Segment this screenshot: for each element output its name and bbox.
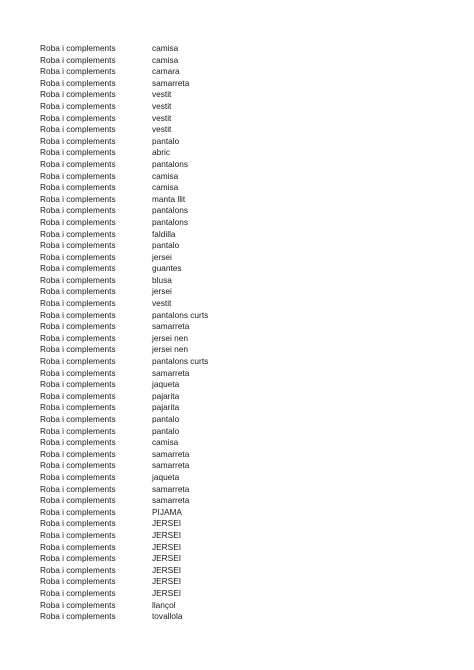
category-cell: Roba i complements: [40, 564, 116, 575]
table-row: [40, 379, 440, 391]
table-row: [40, 588, 440, 600]
category-cell: Roba i complements: [40, 89, 116, 100]
category-cell: Roba i complements: [40, 263, 116, 274]
category-cell: Roba i complements: [40, 367, 116, 378]
item-cell: jersei: [152, 251, 172, 262]
table-row: [40, 495, 440, 507]
item-cell: abric: [152, 147, 170, 158]
item-cell: llançol: [152, 599, 176, 610]
category-cell: Roba i complements: [40, 379, 116, 390]
table-row: [40, 124, 440, 136]
item-cell: guantes: [152, 263, 182, 274]
item-cell: pantalo: [152, 135, 180, 146]
table-row: [40, 147, 440, 159]
item-cell: pajarita: [152, 402, 180, 413]
category-cell: Roba i complements: [40, 286, 116, 297]
table-row: [40, 182, 440, 194]
category-cell: Roba i complements: [40, 274, 116, 285]
item-cell: pantalo: [152, 240, 180, 251]
category-cell: Roba i complements: [40, 240, 116, 251]
table-row: [40, 449, 440, 461]
table-row: [40, 518, 440, 530]
item-cell: pantalons: [152, 158, 188, 169]
item-cell: vestit: [152, 124, 172, 135]
table-row: [40, 43, 440, 55]
item-cell: JERSEI: [152, 564, 182, 575]
category-cell: Roba i complements: [40, 448, 116, 459]
category-cell: Roba i complements: [40, 77, 116, 88]
category-cell: Roba i complements: [40, 216, 116, 227]
table-row: [40, 113, 440, 125]
item-cell: jaqueta: [152, 471, 180, 482]
table-row: [40, 275, 440, 287]
table-row: [40, 553, 440, 565]
item-cell: pantalons curts: [152, 309, 209, 320]
table-row: [40, 356, 440, 368]
table-row: [40, 507, 440, 519]
category-cell: Roba i complements: [40, 483, 116, 494]
category-cell: Roba i complements: [40, 390, 116, 401]
category-cell: Roba i complements: [40, 414, 116, 424]
item-cell: camara: [152, 66, 180, 77]
item-cell: blusa: [152, 274, 172, 285]
item-cell: pantalons curts: [152, 356, 209, 367]
category-cell: Roba i complements: [40, 529, 116, 540]
category-cell: Roba i complements: [40, 228, 116, 239]
category-cell: Roba i complements: [40, 100, 116, 111]
table-row: [40, 78, 440, 90]
category-cell: Roba i complements: [40, 321, 116, 332]
category-cell: Roba i complements: [40, 402, 116, 413]
category-cell: Roba i complements: [40, 309, 116, 320]
item-cell: samarreta: [152, 495, 190, 506]
item-cell: vestit: [152, 112, 172, 123]
table-row: [40, 298, 440, 310]
category-cell: Roba i complements: [40, 205, 116, 216]
item-cell: pantalo: [152, 414, 180, 424]
item-cell: samarreta: [152, 460, 190, 471]
category-cell: Roba i complements: [40, 135, 116, 146]
table-row: [40, 565, 440, 577]
table-row: [40, 426, 440, 438]
table-row: [40, 286, 440, 298]
item-cell: camisa: [152, 43, 179, 53]
table-row: [40, 229, 440, 241]
category-cell: Roba i complements: [40, 437, 116, 448]
category-cell: Roba i complements: [40, 147, 116, 158]
table-row: [40, 136, 440, 148]
item-cell: jersei nen: [152, 344, 188, 355]
item-cell: faldilla: [152, 228, 176, 239]
item-cell: pajarita: [152, 390, 180, 401]
table-row: [40, 344, 440, 356]
item-cell: jaqueta: [152, 379, 180, 390]
category-cell: Roba i complements: [40, 506, 116, 517]
category-cell: Roba i complements: [40, 495, 116, 506]
category-cell: Roba i complements: [40, 460, 116, 471]
item-cell: vestit: [152, 298, 172, 309]
table-row: [40, 368, 440, 380]
category-cell: Roba i complements: [40, 54, 116, 65]
table-row: [40, 159, 440, 171]
item-cell: camisa: [152, 182, 179, 193]
category-cell: Roba i complements: [40, 182, 116, 193]
category-cell: Roba i complements: [40, 66, 116, 77]
category-cell: Roba i complements: [40, 112, 116, 123]
item-cell: vestit: [152, 89, 172, 100]
table-row: [40, 611, 440, 623]
table-row: [40, 205, 440, 217]
category-cell: Roba i complements: [40, 599, 116, 610]
category-cell: Roba i complements: [40, 576, 116, 587]
table-row: [40, 101, 440, 113]
table-row: [40, 391, 440, 403]
table-row: [40, 252, 440, 264]
item-cell: pantalons: [152, 216, 188, 227]
item-cell: samarreta: [152, 77, 190, 88]
item-cell: camisa: [152, 54, 179, 65]
category-cell: Roba i complements: [40, 344, 116, 355]
item-cell: JERSEI: [152, 587, 182, 598]
table-row: [40, 55, 440, 67]
category-cell: Roba i complements: [40, 611, 116, 622]
table-row: [40, 542, 440, 554]
item-cell: pantalons: [152, 205, 188, 216]
table-row: [40, 263, 440, 275]
table-row: [40, 171, 440, 183]
table-row: [40, 472, 440, 484]
item-cell: vestit: [152, 100, 172, 111]
table-row: [40, 414, 440, 426]
table-row: [40, 530, 440, 542]
table-row: [40, 240, 440, 252]
table-row: [40, 194, 440, 206]
category-cell: Roba i complements: [40, 298, 116, 309]
item-cell: JERSEI: [152, 553, 182, 564]
category-cell: Roba i complements: [40, 425, 116, 436]
table-row: [40, 484, 440, 496]
item-cell: jersei: [152, 286, 172, 297]
item-cell: camisa: [152, 437, 179, 448]
table-row: [40, 333, 440, 345]
table-row: [40, 66, 440, 78]
category-cell: Roba i complements: [40, 158, 116, 169]
item-cell: samarreta: [152, 483, 190, 494]
category-cell: Roba i complements: [40, 251, 116, 262]
item-cell: JERSEI: [152, 529, 182, 540]
table-row: [40, 600, 440, 612]
table-row: [40, 437, 440, 449]
item-cell: jersei nen: [152, 332, 188, 343]
table-row: [40, 576, 440, 588]
category-cell: Roba i complements: [40, 332, 116, 343]
item-cell: camisa: [152, 170, 179, 181]
item-cell: samarreta: [152, 321, 190, 332]
item-cell: JERSEI: [152, 518, 182, 529]
table-row: [40, 321, 440, 333]
category-cell: Roba i complements: [40, 553, 116, 564]
item-cell: samarreta: [152, 367, 190, 378]
category-cell: Roba i complements: [40, 43, 116, 53]
item-cell: JERSEI: [152, 576, 182, 587]
category-cell: Roba i complements: [40, 124, 116, 135]
category-cell: Roba i complements: [40, 471, 116, 482]
item-cell: manta llit: [152, 193, 186, 204]
category-cell: Roba i complements: [40, 587, 116, 598]
table-row: [40, 217, 440, 229]
table-row: [40, 402, 440, 414]
item-cell: PIJAMA: [152, 506, 182, 517]
category-cell: Roba i complements: [40, 170, 116, 181]
category-cell: Roba i complements: [40, 518, 116, 529]
category-cell: Roba i complements: [40, 193, 116, 204]
item-cell: tovallola: [152, 611, 183, 622]
table-row: [40, 89, 440, 101]
item-cell: samarreta: [152, 448, 190, 459]
item-cell: pantalo: [152, 425, 180, 436]
category-cell: Roba i complements: [40, 541, 116, 552]
table-row: [40, 310, 440, 322]
table-row: [40, 460, 440, 472]
data-rows: [40, 43, 440, 623]
item-cell: JERSEI: [152, 541, 182, 552]
category-cell: Roba i complements: [40, 356, 116, 367]
